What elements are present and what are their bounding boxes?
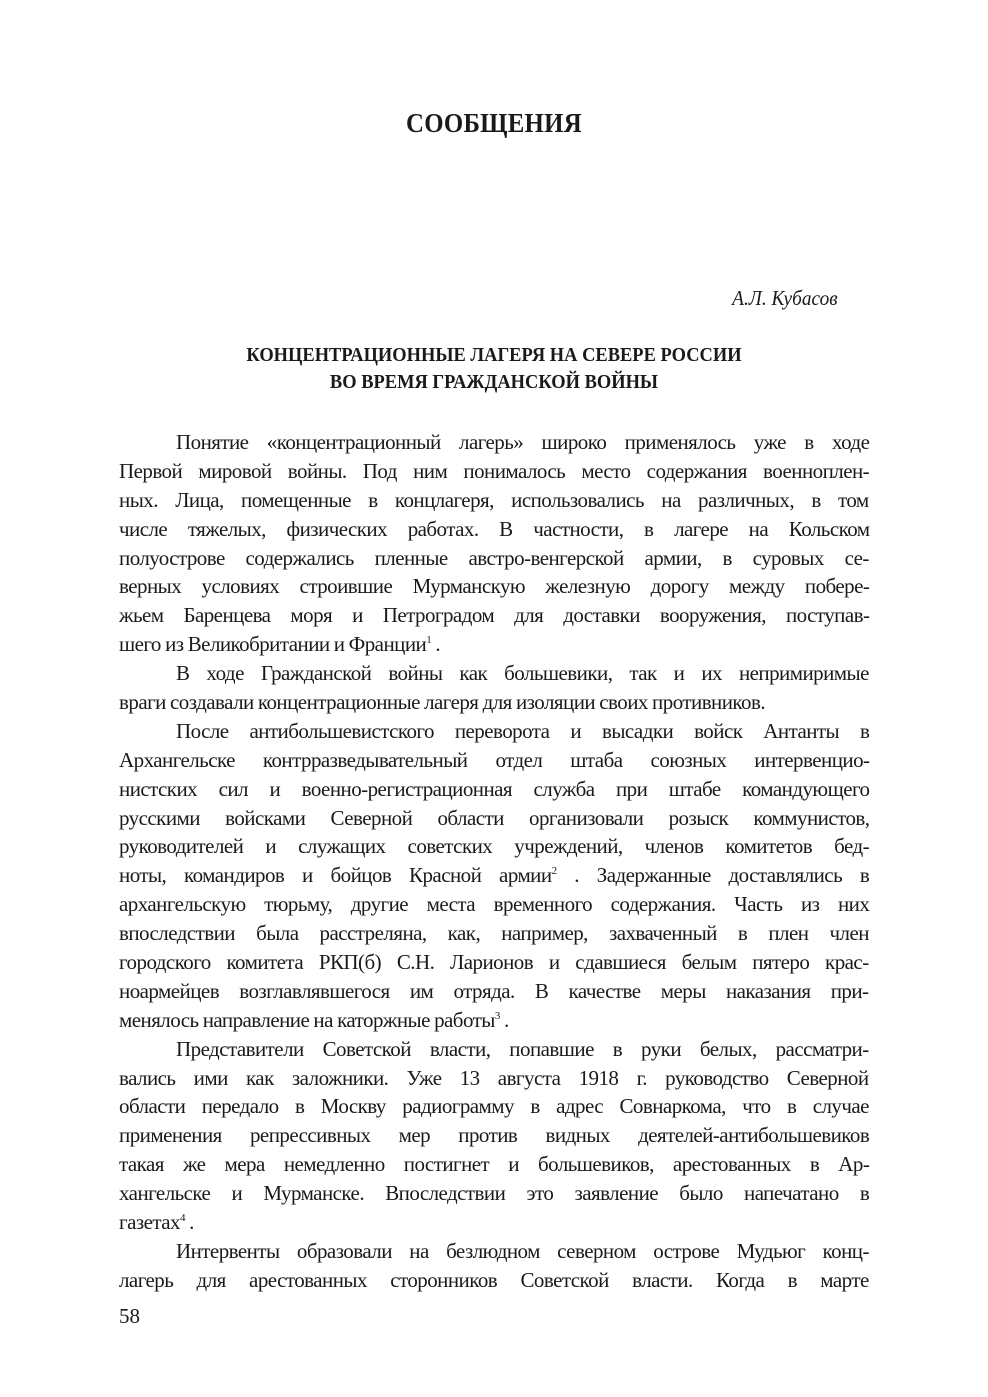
text-line: Интервенты образовали на безлюдном северном острове Мудьюг конц- [176,1238,869,1263]
text-line: руководителей и служащих советских учреждений, членов комитетов бед- [119,834,870,859]
text-line: полуострове содержались пленные австро-венгерской армии, в суровых се- [119,545,869,570]
footnote-marker[interactable]: 2 [551,865,557,878]
footnote-marker[interactable]: 1 [426,634,432,647]
text-line: лагерь для арестованных сторонников Советской власти. Когда в марте [119,1267,869,1292]
footnote-marker[interactable]: 4 [179,1212,185,1225]
text-line: менялось направление на каторжные работы$^3$ . [119,1007,509,1032]
text-line: применения репрессивных мер против видных деятелей-антибольшевиков [119,1123,870,1148]
text-line: верных условиях строившие Мурманскую железную дорогу между побере- [119,574,870,599]
text-line: Понятие «концентрационный лагерь» широко применялось уже в ходе [176,430,870,454]
section-title: СООБЩЕНИЯ [406,108,582,138]
text-line: такая же мера немедленно постигнет и большевиков, арестованных в Ар- [119,1152,870,1177]
text-line: русскими войсками Северной области организовали розыск коммунистов, [119,805,870,830]
text-line: газетах$^4$ . [119,1210,194,1235]
text-line: архангельскую тюрьму, другие места временного содержания. Часть из них [119,892,870,917]
text-line: ноты, командиров и бойцов Красной армии$^2$ . Задержанные доставлялись в [119,863,870,888]
text-line: хангельске и Мурманске. Впоследствии это заявление было напечатано в [119,1181,870,1206]
article-body [119,428,869,1295]
author-name: А.Л. Кубасов [732,286,838,310]
text-line: городского комитета РКП(б) С.Н. Ларионов и сдавшиеся белым пятеро крас- [119,950,869,975]
text-line: жьем Баренцева моря и Петроградом для доставки вооружения, поступав- [119,603,870,628]
text-line: вались ими как заложники. Уже 13 августа 1918 г. руководство Северной [119,1065,869,1090]
text-line: числе тяжелых, физических работах. В частности, в лагере на Кольском [119,516,870,541]
footnote-marker[interactable]: 3 [494,1009,500,1022]
text-line: В ходе Гражданской войны как большевики, так и их непримиримые [176,661,869,686]
text-line: Первой мировой войны. Под ним понималось место содержания военноплен- [119,458,870,483]
article-title-line: ВО ВРЕМЯ ГРАЖДАНСКОЙ ВОЙНЫ [329,371,659,393]
text-line: впоследствии была расстреляна, как, например, захваченный в плен член [119,921,869,946]
text-line: области передало в Москву радиограмму в адрес Совнаркома, что в случае [119,1094,869,1119]
text-line: шего из Великобритании и Франции$^1$ . [119,632,441,657]
page-number: 58 [119,1304,140,1328]
article-title-line: КОНЦЕНТРАЦИОННЫЕ ЛАГЕРЯ НА СЕВЕРЕ РОССИИ [246,344,742,366]
text-line: враги создавали концентрационные лагеря для изоляции своих противников. [119,690,766,715]
text-line: нистских сил и военно-регистрационная служба при штабе командующего [119,776,870,801]
text-line: Представители Советской власти, попавшие в руки белых, рассматри- [176,1036,869,1061]
text-line: ных. Лица, помещенные в концлагеря, использовались на различных, в том [119,487,869,512]
text-line: Архангельске контрразведывательный отдел штаба союзных интервенцио- [119,747,870,772]
text-line: ноармейцев возглавлявшегося им отряда. В качестве меры наказания при- [119,978,869,1003]
article-title [49,342,938,396]
text-line: После антибольшевистского переворота и высадки войск Антанты в [176,718,870,743]
